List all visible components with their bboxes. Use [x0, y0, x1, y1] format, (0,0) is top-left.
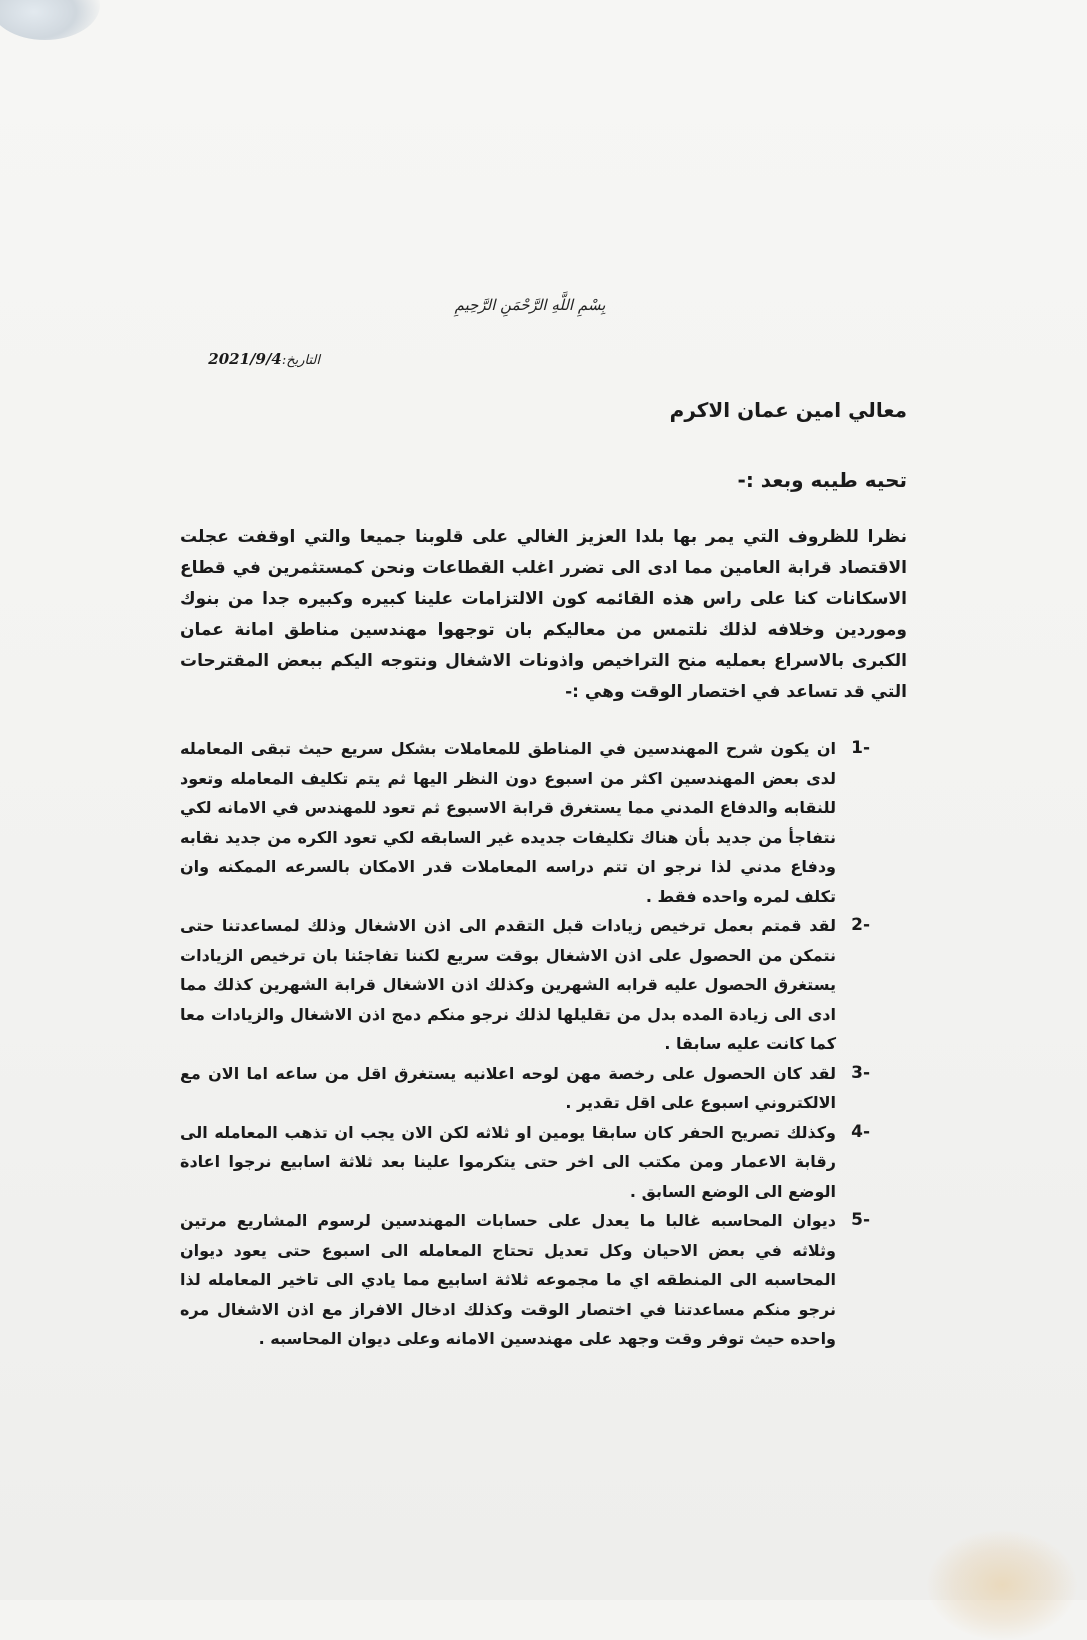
proposal-item — [180, 1118, 870, 1207]
proposal-text: لقد كان الحصول على رخصة مهن لوحه اعلانيه يستغرق اقل من ساعه اما الان مع الالكتروني اسبوع على اقل تقدير . — [180, 1063, 836, 1112]
basmala-header: بِسْمِ اللَّهِ الرَّحْمَنِ الرَّحِيمِ — [454, 296, 606, 314]
letter-date — [160, 350, 320, 368]
proposal-item — [180, 734, 870, 911]
proposal-text: ان يكون شرح المهندسين في المناطق للمعاملات بشكل سريع حيث تبقى المعامله لدى بعض المهندسين اكثر من اسبوع دون النظر اليها ثم يتم تكليف المعامله وتعود للنقابه والدفاع المدني مما يستغرق قرابة الاسبوع ثم تعود للمهندس في الامانه لكي نتفاجأ من جديد بأن هناك تكليفات جديده غير السابقه لكي تعود الكره من جديد نقابه ودفاع مدني لذا نرجو ان تتم دراسه المعاملات قدر الامكان بالسرعه الممكنه وان تكلف لمره واحده فقط . — [180, 739, 836, 906]
proposal-text: وكذلك تصريح الحفر كان سابقا يومين او ثلاثه لكن الان يجب ان تذهب المعامله الى رقابة الاعمار ومن مكتب الى اخر حتى يتكرموا علينا بعد ثلاثة اسابيع نرجوا اعادة الوضع الى الوضع السابق . — [180, 1122, 836, 1201]
date-label: التاريخ: — [281, 353, 320, 368]
proposals-list — [180, 734, 870, 1354]
date-value: 2021/9/4 — [208, 350, 282, 368]
proposal-item — [180, 1059, 870, 1118]
letter-greeting: تحيه طيبه وبعد :- — [737, 468, 907, 492]
proposal-number: 2- — [851, 915, 870, 935]
proposal-number: 1- — [851, 738, 870, 758]
proposal-item — [180, 911, 870, 1059]
scan-corner-smudge — [0, 0, 100, 40]
proposal-text: لقد قمتم بعمل ترخيص زيادات قبل التقدم الى اذن الاشغال وذلك لمساعدتنا حتى نتمكن من الحصول على اذن الاشغال بوقت سريع لكننا تفاجئنا بان ترخيص الزيادات يستغرق الحصول عليه قرابه الشهرين وكذلك اذن الاشغال قرابة الشهرين كذلك مما ادى الى زيادة المده بدل من تقليلها لذلك نرجو منكم دمج اذن الاشغال والزيادات معا كما كانت عليه سابقا . — [180, 916, 836, 1053]
proposal-text: ديوان المحاسبه غالبا ما يعدل على حسابات المهندسين لرسوم المشاريع مرتين وثلاثه في بعض الاحيان وكل تعديل تحتاج المعامله الى اسبوع حتى يعود ديوان المحاسبه الى المنطقه اي ما مجموعه ثلاثة اسابيع مما يادي الى تاخير المعامله لذا نرجو منكم مساعدتنا في اختصار الوقت وكذلك ادخال الافراز مع اذن الاشغال مره واحده حيث توفر وقت وجهد على مهندسين الامانه وعلى ديوان المحاسبه . — [180, 1211, 836, 1348]
letter-addressee: معالي امين عمان الاكرم — [669, 398, 907, 422]
proposal-item — [180, 1206, 870, 1354]
intro-paragraph: نظرا للظروف التي يمر بها بلدا العزيز الغالي على قلوبنا جميعا والتي اوقفت عجلت الاقتصاد قرابة العامين مما ادى الى تضرر اغلب القطاعات ونحن كمستثمرين في قطاع الاسكانات كنا على راس هذه القائمه كون الالتزامات علينا كبيره وكبيره جدا من بنوك وموردين وخلافه لذلك نلتمس من معاليكم بان توجهوا مهندسين مناطق امانة عمان الكبرى بالاسراع بعمليه منح التراخيص واذونات الاشغال ونتوجه اليكم ببعض المقترحات التي قد تساعد في اختصار الوقت وهي :- — [180, 527, 907, 702]
proposal-number: 5- — [851, 1210, 870, 1230]
proposal-number: 3- — [851, 1062, 870, 1083]
proposal-number: 4- — [851, 1121, 870, 1142]
stamp-fragment — [927, 1530, 1077, 1640]
